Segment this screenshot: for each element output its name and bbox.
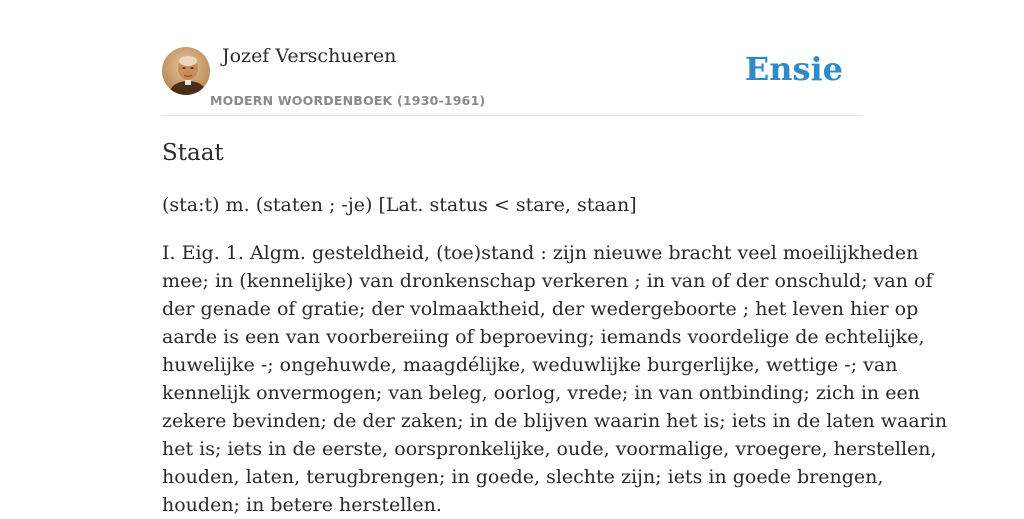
entry-title: Staat [162,140,224,166]
author-avatar[interactable] [162,47,210,95]
definition-line: kennelijk onvermogen; van beleg, oorlog, vrede; in van ontbinding; zich in een [162,382,920,404]
definition-line: zekere bevinden; de der zaken; in de blijven waarin het is; iets in de laten waarin [162,410,948,432]
header-divider [162,115,862,116]
source-label[interactable]: MODERN WOORDENBOEK (1930-1961) [210,93,486,108]
author-portrait-image [162,47,210,95]
definition-line: het is; iets in de eerste, oorspronkelijke, oude, voormalige, vroegere, herstellen, [162,438,937,460]
definition-line: I. Eig. 1. Algm. gesteldheid, (toe)stand : zijn nieuwe bracht veel moeilijkheden [162,242,919,264]
entry-definition [162,239,948,519]
entry-pronunciation: (sta:t) m. (staten ; -je) [Lat. status < stare, staan] [162,194,637,216]
definition-line: der genade of gratie; der volmaaktheid, der wedergeboorte ; het leven hier op [162,298,919,320]
definition-line: huwelijke -; ongehuwde, maagdélijke, weduwlijke burgerlijke, wettige -; van [162,354,898,376]
definition-line: houden, laten, terugbrengen; in goede, slechte zijn; iets in goede brengen, [162,466,884,488]
definition-line: aarde is een van voorbereiing of beproeving; iemands voordelige de echtelijke, [162,326,925,348]
definition-line: mee; in (kennelijke) van dronkenschap verkeren ; in van of der onschuld; van of [162,270,933,292]
author-name[interactable]: Jozef Verschueren [222,45,397,67]
definition-line: houden; in betere herstellen. [162,494,442,516]
ensie-logo[interactable]: Ensie [744,50,843,88]
